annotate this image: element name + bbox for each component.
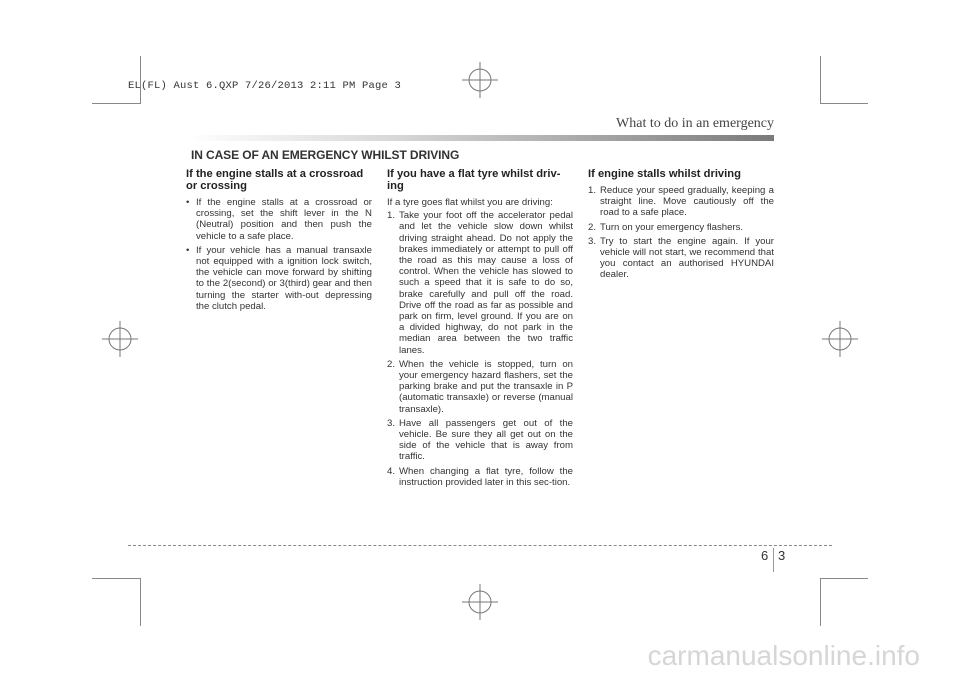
crop-mark: [92, 578, 140, 579]
list-item: 3. Have all passengers get out of the vehicle. Be sure they all get out on the side of the vehicle that is away from traffic.: [387, 417, 573, 463]
col1-heading: If the engine stalls at a crossroad or crossing: [186, 168, 364, 192]
crop-mark: [820, 56, 821, 104]
print-slug: EL(FL) Aust 6.QXP 7/26/2013 2:11 PM Page 3: [128, 80, 402, 92]
col2-intro: If a tyre goes flat whilst you are driving:: [387, 197, 553, 208]
registration-mark-icon: [462, 584, 498, 620]
footer-rule: [128, 545, 832, 546]
chapter-title: What to do in an emergency: [616, 116, 774, 131]
list-item: 1. Take your foot off the accelerator pedal and let the vehicle slow down whilst driving straight ahead. Do not apply the brakes immediately or attempt to pull off the road as this may cause a loss of control. When the vehicle has slowed to such a speed that it is safe to do so, brake carefully and pull off the road. Drive off the road as far as possible and park on firm, level ground. If you are on a divided highway, do not park in the median area between the two traffic lanes.: [387, 210, 573, 356]
crop-mark: [820, 578, 821, 626]
section-title: IN CASE OF AN EMERGENCY WHILST DRIVING: [191, 148, 460, 162]
page-number: 3: [778, 548, 786, 563]
col2-heading: If you have a flat tyre whilst driv-ing: [387, 168, 561, 192]
list-item: 2. When the vehicle is stopped, turn on your emergency hazard flashers, set the parking brake and put the transaxle in P (automatic transaxle) or reverse (manual transaxle).: [387, 358, 573, 415]
list-item: • If the engine stalls at a crossroad or crossing, set the shift lever in the N (Neutral) position and then push the vehicle to a safe place.: [186, 197, 372, 242]
list-item: 2. Turn on your emergency flashers.: [588, 221, 744, 233]
registration-mark-icon: [462, 62, 498, 98]
registration-mark-icon: [822, 321, 858, 357]
crop-mark: [92, 103, 140, 104]
list-item: 4. When changing a flat tyre, follow the instruction provided later in this sec-tion.: [387, 465, 573, 488]
column-flat-tyre: [387, 168, 573, 491]
registration-mark-icon: [102, 321, 138, 357]
col3-heading: If engine stalls whilst driving: [588, 168, 741, 180]
column-engine-stalls-crossing: [186, 168, 372, 315]
crop-mark: [140, 578, 141, 626]
col3-step-list: [588, 185, 774, 281]
col2-step-list: [387, 210, 573, 488]
list-item: 3. Try to start the engine again. If your vehicle will not start, we recommend that you contact an authorised HYUNDAI dealer.: [588, 235, 774, 281]
page-number-divider: [773, 548, 774, 572]
watermark: carmanualsonline.info: [647, 640, 920, 671]
list-item: 1. Reduce your speed gradually, keeping a straight line. Move cautiously off the road to a safe place.: [588, 185, 774, 219]
bullet-icon: •: [186, 244, 190, 256]
list-item: • If your vehicle has a manual transaxle not equipped with a ignition lock switch, the vehicle can move forward by shifting to the 2(second) or 3(third) gear and then turning the starter with-out depressing the clutch pedal.: [186, 244, 372, 312]
header-rule: [186, 135, 774, 141]
column-engine-stalls-driving: [588, 168, 774, 284]
col1-bullet-list: [186, 197, 372, 312]
chapter-number: 6: [761, 548, 769, 563]
crop-mark: [820, 578, 868, 579]
bullet-icon: •: [186, 197, 190, 208]
crop-mark: [820, 103, 868, 104]
